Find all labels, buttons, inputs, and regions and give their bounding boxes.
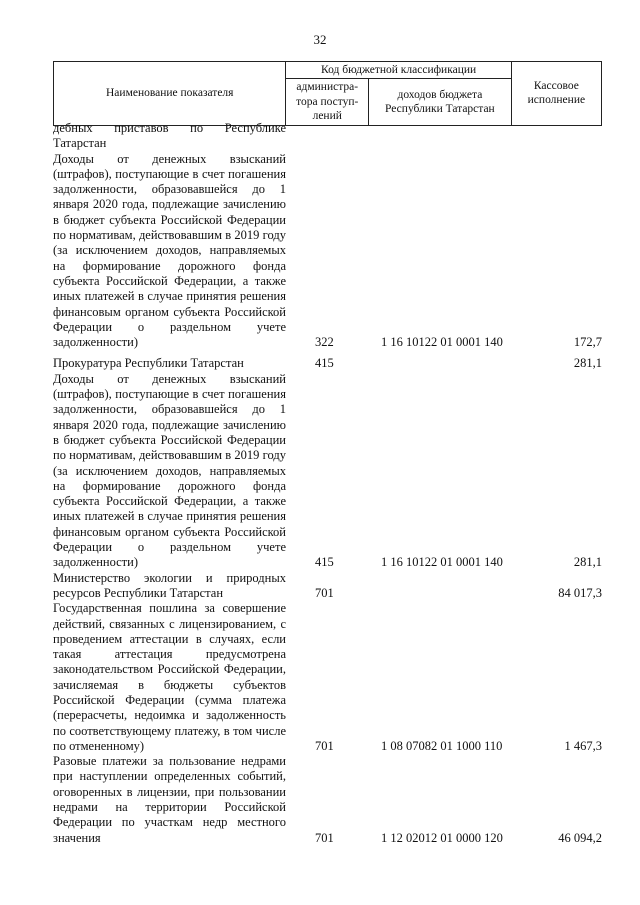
- row-name: дебных приставов по Республике Татарстан: [53, 121, 286, 151]
- table-row: [53, 601, 602, 754]
- row-revenue-code: 1 16 10122 01 0001 140: [381, 335, 503, 350]
- header-name-col: Наименование показателя: [54, 62, 286, 126]
- row-admin-code: 701: [315, 830, 334, 845]
- row-name: Прокуратура Республики Татарстан: [53, 356, 244, 371]
- row-name: Разовые платежи за пользование недрами при наступлении определенных событий, оговоренных в лицензии, при пользовании недрами на территории Российской Федерации по участкам недр местного значения: [53, 754, 286, 845]
- header-exec-col: Кассовое исполнение: [511, 62, 601, 126]
- page-number: 32: [313, 32, 327, 47]
- row-admin-code: 701: [315, 585, 334, 600]
- row-amount: 281,1: [573, 356, 602, 371]
- row-revenue-code: 1 12 02012 01 0000 120: [381, 830, 503, 845]
- row-revenue-code: 1 16 10122 01 0001 140: [381, 555, 503, 570]
- table-body: [53, 121, 602, 846]
- row-amount: 46 094,2: [558, 830, 602, 845]
- row-amount: 1 467,3: [564, 738, 602, 753]
- header-admin-col: администра-тора поступ-лений: [286, 79, 369, 125]
- table-row: [53, 121, 602, 152]
- row-name: Доходы от денежных взысканий (штрафов), поступающие в счет погашения задолженности, образовавшейся до 1 января 2020 года, подлежащие зачислению в бюджет субъекта Российской Федерации по нормативам, действовавшим в 2019 году (за исключением доходов, направляемых на формирование дорожного фонда субъекта Российской Федерации, а также иных платежей в случае принятия решения финансовым органом субъекта Российской Федерации о раздельном учете задолженности): [53, 151, 286, 350]
- row-revenue-code: 1 08 07082 01 1000 110: [381, 738, 503, 753]
- table-row: [53, 152, 602, 351]
- row-amount: 84 017,3: [558, 585, 602, 600]
- table-row: [53, 356, 602, 371]
- table-header: [53, 61, 602, 126]
- table-row: [53, 372, 602, 571]
- table-row: [53, 754, 602, 846]
- row-amount: 172,7: [573, 335, 602, 350]
- row-amount: 281,1: [573, 555, 602, 570]
- row-name: Государственная пошлина за совершение действий, связанных с лицензированием, с проведением аттестации в случаях, если такая аттестация предусмотрена законодательством Российской Федерации, зачисляемая в бюджеты субъектов Российской Федерации (сумма платежа (перерасчеты, недоимка и задолженность по соответствующему платежу, в том числе по отмененному): [53, 601, 286, 753]
- row-admin-code: 415: [315, 356, 334, 371]
- row-name: Доходы от денежных взысканий (штрафов), поступающие в счет погашения задолженности, образовавшейся до 1 января 2020 года, подлежащие зачислению в бюджет субъекта Российской Федерации по нормативам, действовавшим в 2019 году (за исключением доходов, направляемых на формирование дорожного фонда субъекта Российской Федерации, а также иных платежей в случае принятия решения финансовым органом субъекта Российской Федерации о раздельном учете задолженности): [53, 371, 286, 570]
- row-admin-code: 415: [315, 555, 334, 570]
- row-admin-code: 322: [315, 335, 334, 350]
- table-row: [53, 571, 602, 602]
- header-code-group: Код бюджетной классификации: [286, 62, 511, 79]
- header-revenue-col: доходов бюджета Республики Татарстан: [369, 79, 512, 125]
- row-admin-code: 701: [315, 738, 334, 753]
- row-name: Министерство экологии и природных ресурсов Республики Татарстан: [53, 570, 286, 600]
